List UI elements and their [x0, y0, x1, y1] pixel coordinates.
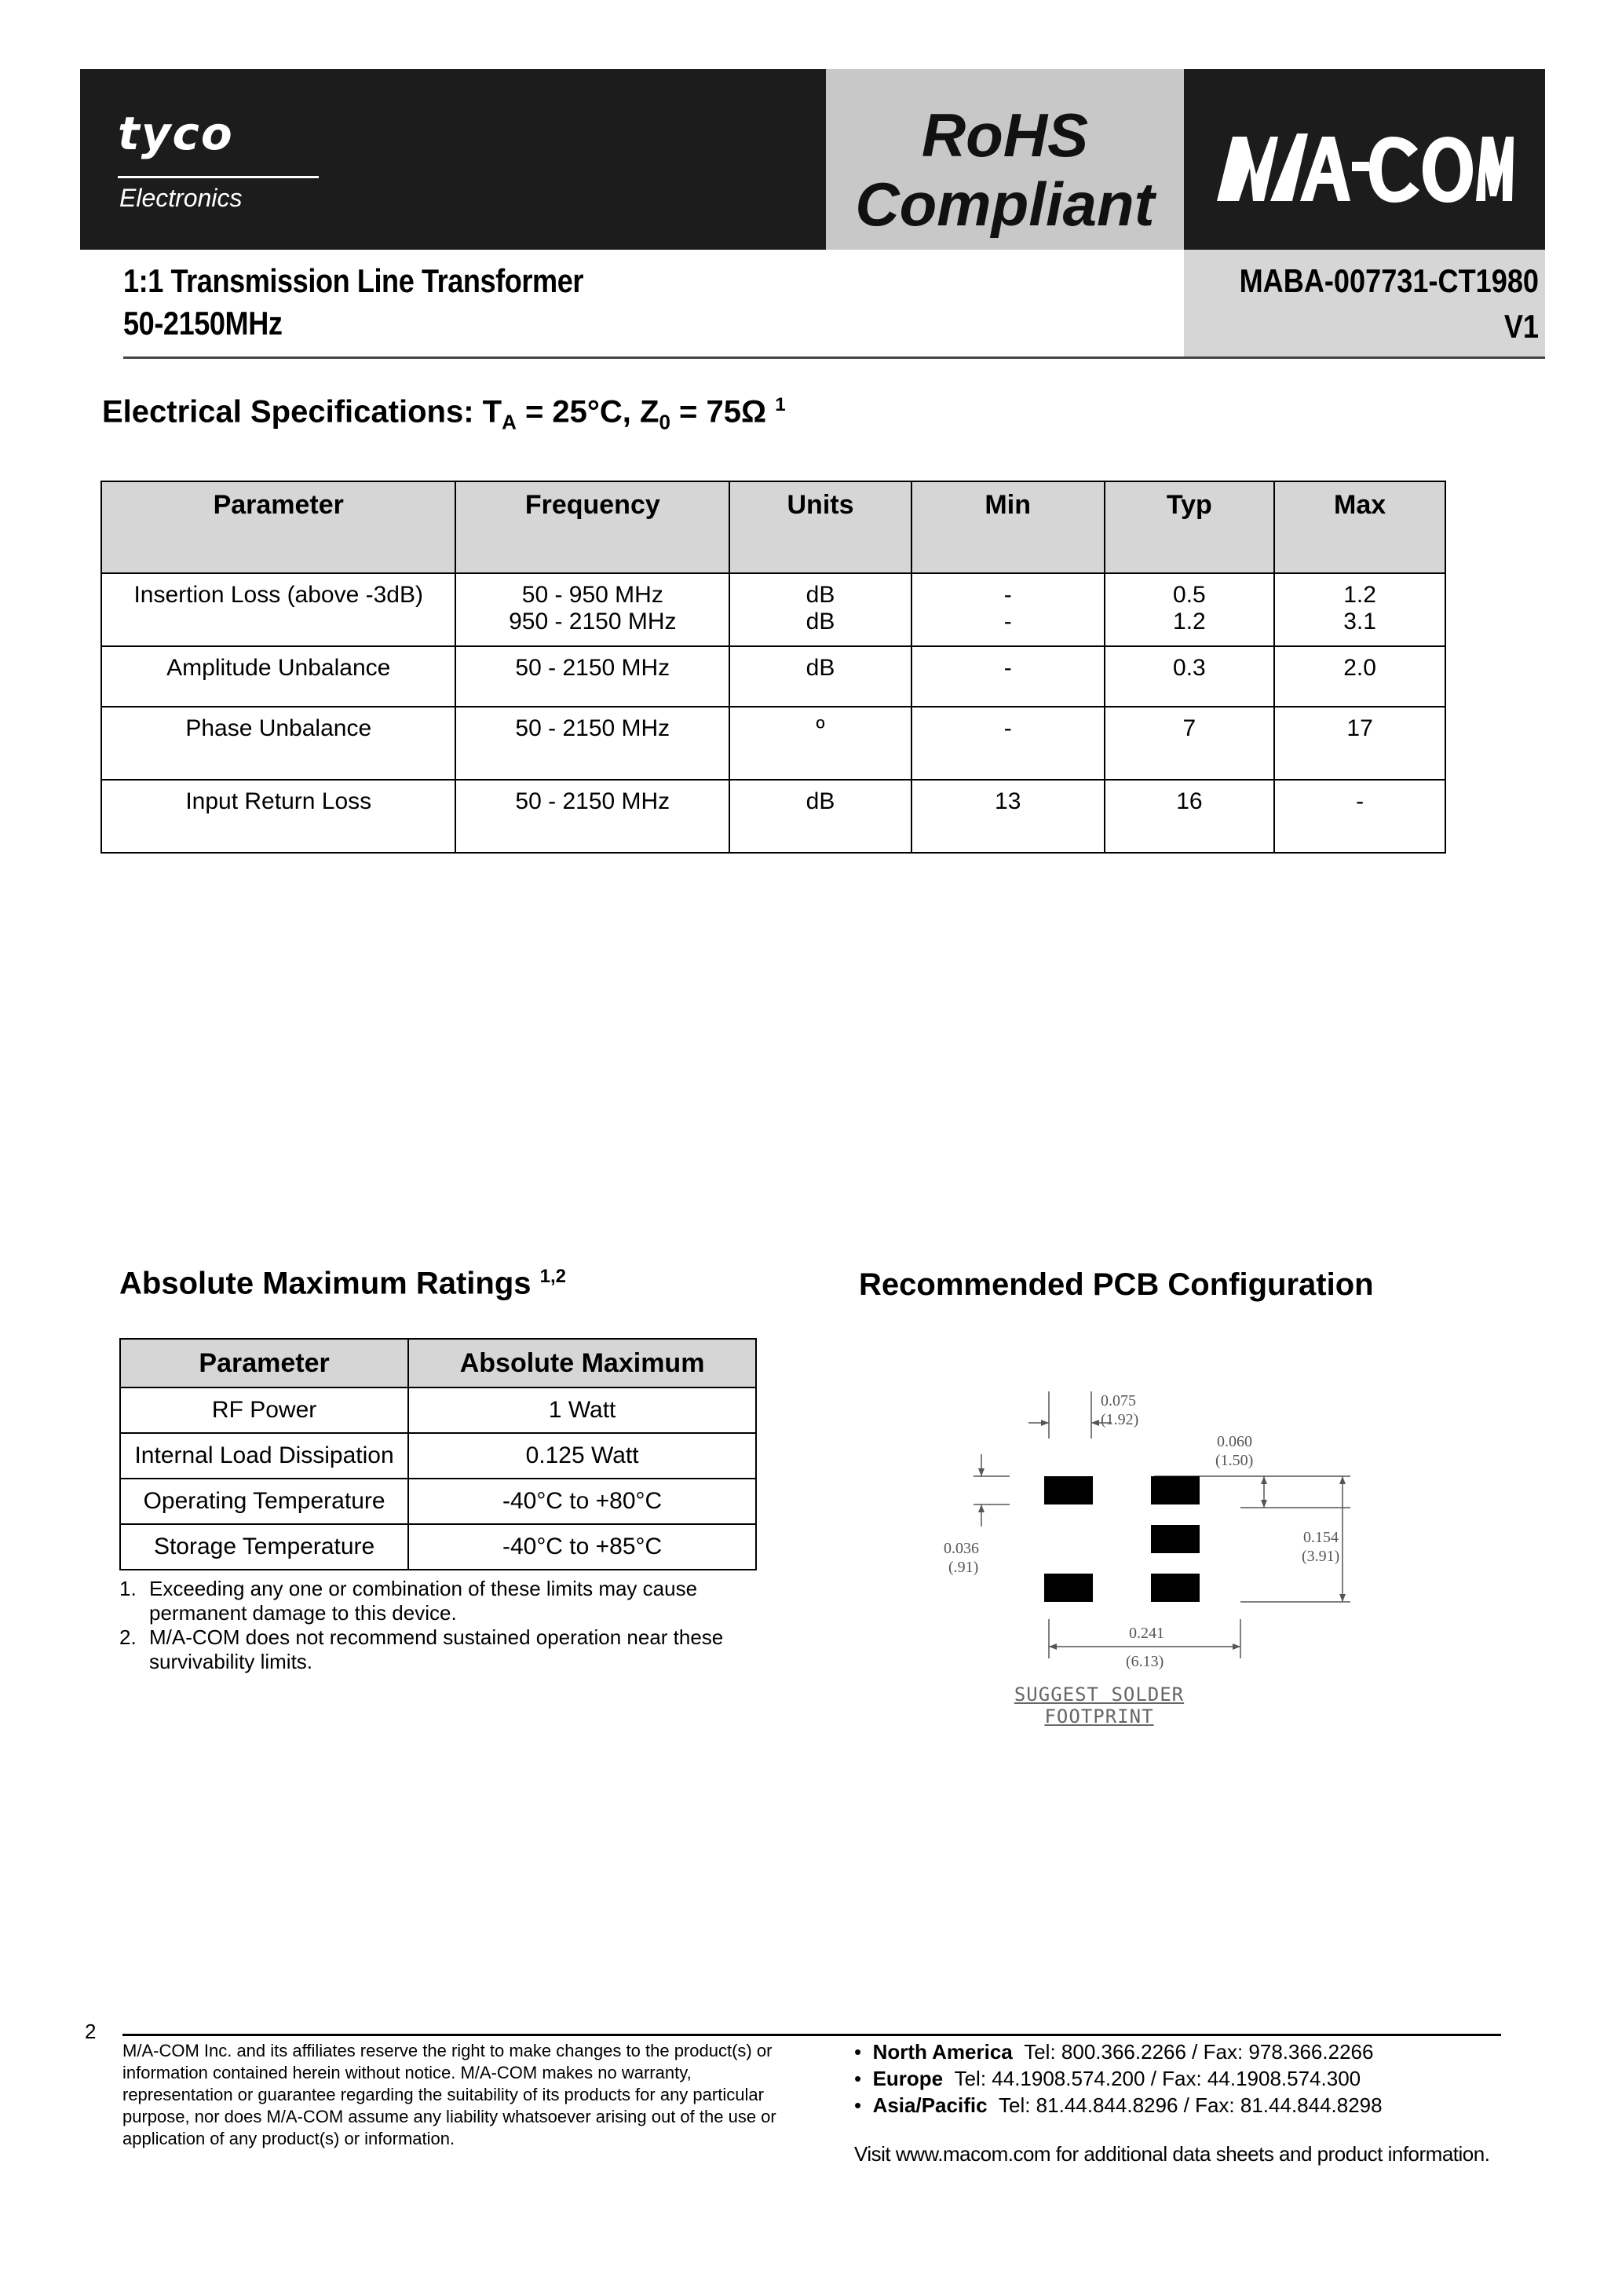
typ-cell: 0.3 [1105, 646, 1275, 707]
table-row [120, 1387, 756, 1433]
value-cell: -40°C to +80°C [408, 1479, 756, 1524]
units-cell: dB dB [729, 573, 911, 646]
column-header: Units [729, 481, 911, 573]
value-cell: -40°C to +85°C [408, 1524, 756, 1570]
table-row [101, 646, 1445, 707]
dim-label: 0.036 [944, 1540, 979, 1557]
tyco-logo-text: tyco [118, 107, 234, 160]
parameter-cell: Phase Unbalance [101, 707, 455, 780]
page-number: 2 [85, 2020, 97, 2043]
footprint-caption: SUGGEST SOLDER FOOTPRINT [1014, 1684, 1185, 1727]
solder-pad [1151, 1574, 1200, 1602]
column-header: Parameter [101, 481, 455, 573]
units-cell: dB [729, 780, 911, 853]
column-header: Parameter [120, 1339, 408, 1387]
dim-label: (1.92) [1101, 1411, 1139, 1428]
parameter-cell: Insertion Loss (above -3dB) [101, 573, 455, 646]
table-row [120, 1433, 756, 1479]
column-header: Absolute Maximum [408, 1339, 756, 1387]
dim-label: (6.13) [1126, 1653, 1164, 1670]
solder-pad [1151, 1525, 1200, 1553]
tyco-logo-subtext: Electronics [119, 184, 243, 212]
max-cell: 2.0 [1274, 646, 1445, 707]
note-item: 1. Exceeding any one or combination of these limits may cause permanent damage to this device. [119, 1577, 698, 1625]
frequency-cell: 50 - 2150 MHz [455, 646, 729, 707]
pcb-config-title: Recommended PCB Configuration [859, 1267, 1374, 1302]
column-header: Frequency [455, 481, 729, 573]
parameter-cell: RF Power [120, 1387, 408, 1433]
min-cell: 13 [911, 780, 1105, 853]
typ-cell: 16 [1105, 780, 1275, 853]
tyco-logo-rule [118, 176, 319, 178]
dim-label: (1.50) [1215, 1452, 1254, 1469]
table-row [120, 1479, 756, 1524]
note-item: 2. M/A-COM does not recommend sustained operation near these survivability limits. [119, 1625, 724, 1673]
absolute-max-ratings-table [119, 1338, 757, 1570]
macom-logo [1215, 126, 1514, 212]
dim-label: (.91) [948, 1559, 979, 1576]
contact-item: • North America Tel: 800.366.2266 / Fax: 978.366.2266 [854, 2040, 1374, 2064]
solder-footprint-diagram [926, 1376, 1366, 1706]
frequency-cell: 50 - 2150 MHz [455, 707, 729, 780]
contact-list [854, 2038, 1545, 2119]
min-cell: - [911, 707, 1105, 780]
min-cell: - - [911, 573, 1105, 646]
version-label: V1 [1503, 308, 1539, 345]
typ-cell: 7 [1105, 707, 1275, 780]
value-cell: 0.125 Watt [408, 1433, 756, 1479]
legal-disclaimer: M/A-COM Inc. and its affiliates reserve the right to make changes to the product(s) or information contained herein without notice. M/A-COM makes no warranty, representation or guarantee regarding the suitability of its products for any particular purpose, nor does M/A-COM assume any liability whatsoever arising out of the use or application of any product(s) or information. [122, 2041, 776, 2148]
frequency-cell: 50 - 950 MHz 950 - 2150 MHz [455, 573, 729, 646]
max-cell: - [1274, 780, 1445, 853]
typ-cell: 0.5 1.2 [1105, 573, 1275, 646]
parameter-cell: Operating Temperature [120, 1479, 408, 1524]
contact-item: • Europe Tel: 44.1908.574.200 / Fax: 44.1908.574.300 [854, 2067, 1361, 2090]
min-cell: - [911, 646, 1105, 707]
solder-pad [1044, 1574, 1093, 1602]
table-row [120, 1524, 756, 1570]
dim-label: 0.060 [1217, 1433, 1252, 1450]
column-header: Min [911, 481, 1105, 573]
product-frequency-range: 50-2150MHz [123, 305, 283, 342]
table-row [101, 707, 1445, 780]
dim-label: 0.154 [1303, 1529, 1339, 1546]
rohs-label-line2: Compliant [855, 170, 1155, 239]
frequency-cell: 50 - 2150 MHz [455, 780, 729, 853]
table-row [101, 573, 1445, 646]
units-cell: º [729, 707, 911, 780]
footer-divider [122, 2034, 1501, 2036]
parameter-cell: Storage Temperature [120, 1524, 408, 1570]
table-header-row [120, 1339, 756, 1387]
parameter-cell: Input Return Loss [101, 780, 455, 853]
units-cell: dB [729, 646, 911, 707]
electrical-specs-title: Electrical Specifications: $T_A = 25^\circ C$, $Z_0 = 75\Omega$ $^1$ [102, 394, 786, 434]
table-header-row [101, 481, 1445, 573]
parameter-cell: Amplitude Unbalance [101, 646, 455, 707]
solder-pad [1044, 1476, 1093, 1504]
max-cell: 1.2 3.1 [1274, 573, 1445, 646]
website-note[interactable]: Visit www.macom.com for additional data sheets and product information. [854, 2142, 1490, 2166]
table-row [101, 780, 1445, 853]
rohs-label-line1: RoHS [921, 101, 1089, 170]
solder-pad [1151, 1476, 1200, 1504]
part-number: MABA-007731-CT1980 [1239, 262, 1539, 299]
dim-label: 0.075 [1101, 1392, 1136, 1409]
header-divider [123, 356, 1545, 359]
product-title: 1:1 Transmission Line Transformer [123, 262, 584, 299]
dim-label: 0.241 [1129, 1625, 1164, 1642]
electrical-specs-table [100, 481, 1446, 854]
dim-label: (3.91) [1302, 1548, 1340, 1565]
column-header: Max [1274, 481, 1445, 573]
max-cell: 17 [1274, 707, 1445, 780]
column-header: Typ [1105, 481, 1275, 573]
value-cell: 1 Watt [408, 1387, 756, 1433]
absolute-max-ratings-title: Absolute Maximum Ratings $^{1,2}$ [119, 1266, 566, 1301]
contact-item: • Asia/Pacific Tel: 81.44.844.8296 / Fax: 81.44.844.8298 [854, 2093, 1383, 2117]
parameter-cell: Internal Load Dissipation [120, 1433, 408, 1479]
ratings-notes [119, 1577, 771, 1674]
